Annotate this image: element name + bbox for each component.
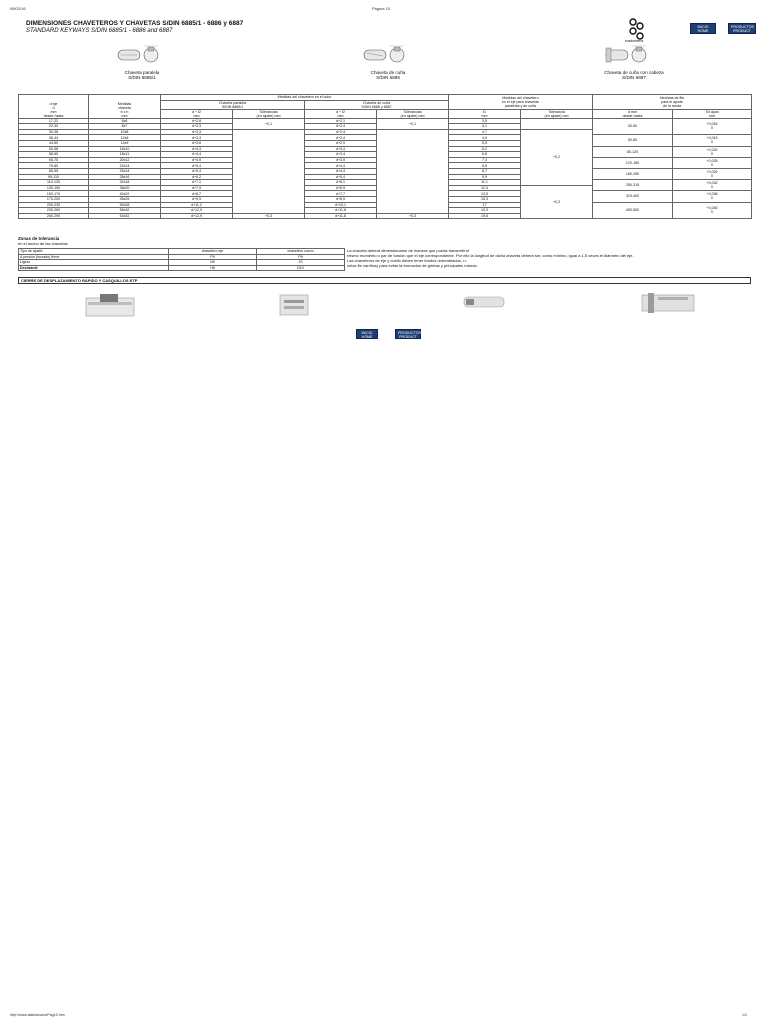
cell-shaft-range: 230-260 xyxy=(19,208,89,214)
cell-shaft-range: 58-65 xyxy=(19,152,89,158)
cell-shaft-range: 50-58 xyxy=(19,146,89,152)
cell-fit-range: 50-80 xyxy=(593,135,673,146)
gib-head-key-diagram-icon xyxy=(604,44,648,70)
cell-shaft-range: 110-130 xyxy=(19,180,89,186)
product-photo-3 xyxy=(462,292,506,317)
cell-key-size: 22x14 xyxy=(89,163,161,169)
cell-parallel-d-t2: d+4,4 xyxy=(161,152,233,158)
cell-wedge-d-t2: d+10,1 xyxy=(305,202,377,208)
diagram-caption-standard: S/DIN 6887 xyxy=(622,75,646,80)
tol-shaft-zone: P9 xyxy=(169,254,257,260)
diagram-caption-title: Chaveta paralela xyxy=(124,70,160,75)
cell-wedge-d-t2: d+2,4 xyxy=(305,124,377,130)
tol-fit-type: Deslizante xyxy=(19,265,169,271)
cell-shaft-range: 85-95 xyxy=(19,168,89,174)
cell-wedge-tol xyxy=(377,129,449,213)
cell-shaft-range: 150-170 xyxy=(19,191,89,197)
cell-t1: 6,2 xyxy=(449,146,521,152)
tol-fit-type: A presión (forzado) firme xyxy=(19,254,169,260)
cell-parallel-d-t2: d+12,9 xyxy=(161,213,233,219)
product-photo-4 xyxy=(640,290,696,321)
footer-page: 1/1 xyxy=(742,1013,747,1017)
print-page: Página 10 xyxy=(372,6,391,11)
diagram-caption-title: Chaveta de cuña con cabeza xyxy=(604,70,664,75)
sub-header-parallel: Chaveta paralela S/DIN 6885/1 xyxy=(161,100,305,109)
products-button[interactable]: PRODUCTOS PRODUCT xyxy=(728,23,756,34)
tolerance-zones-table xyxy=(18,248,345,271)
cell-parallel-d-t2: d+3,3 xyxy=(161,135,233,141)
tol-hub-zone: JS xyxy=(257,260,345,266)
cell-t1: 12,3 xyxy=(449,185,521,191)
diagram-caption-title: Chaveta de cuña xyxy=(370,70,406,75)
cell-parallel-d-t2: d+7,9 xyxy=(161,185,233,191)
product-photo-2 xyxy=(276,292,312,323)
footer-url[interactable]: http://www.alaitnavarra/Pag10.htm xyxy=(10,1013,65,1017)
col-header-tolerance: Tolerancias (en ajuste) mm xyxy=(233,109,305,118)
tolerance-zones-subtitle: en el ancho de las chavetas xyxy=(18,241,68,246)
cell-t1: 19,6 xyxy=(449,213,521,219)
cell-shaft-tol: +0,3 xyxy=(521,185,593,219)
print-date: 08/02/16 xyxy=(10,6,26,11)
wedge-key-diagram-icon xyxy=(362,44,406,70)
cell-parallel-d-t2: d+4,3 xyxy=(161,146,233,152)
cell-shaft-range: 44-50 xyxy=(19,140,89,146)
clamping-bushing-photo-icon xyxy=(276,292,312,318)
home-button[interactable]: INICIO HOME xyxy=(690,23,716,34)
cell-t1: 4,1 xyxy=(449,124,521,130)
tol-shaft-zone: N9 xyxy=(169,260,257,266)
cell-shaft-range: 22-30 xyxy=(19,124,89,130)
tolerance-zones-title: Zonas de tolerancia xyxy=(18,236,60,241)
cell-shaft-range: 200-230 xyxy=(19,202,89,208)
col-header-shaft-diameter: d eje d mm desde-hasta xyxy=(19,95,89,119)
bottom-products-button[interactable]: PRODUCTOS PRODUCT xyxy=(395,329,421,339)
cell-parallel-d-t2: d+5,4 xyxy=(161,163,233,169)
tol-hub-zone: D10 xyxy=(257,265,345,271)
group-header-shaft: Medidas del chavetero en el eje para chavetas paralelas y de cuña xyxy=(449,95,593,110)
cell-wedge-d-t2: d+8,9 xyxy=(305,196,377,202)
cell-wedge-d-t2: d+3,4 xyxy=(305,152,377,158)
cell-t1: 8,5 xyxy=(449,163,521,169)
cell-shaft-tol: +0,2 xyxy=(521,129,593,185)
col-header-d-t2: d + t2 mm xyxy=(305,109,377,118)
cell-wedge-d-t2: d+2,4 xyxy=(305,129,377,135)
cell-t1: 17 xyxy=(449,202,521,208)
cell-wedge-d-t2: d+5,4 xyxy=(305,174,377,180)
col-header-tolerance: Tolerancia (en ajuste) mm xyxy=(521,109,593,118)
cell-shaft-range: 95-110 xyxy=(19,174,89,180)
cell-wedge-d-t2: d+11,8 xyxy=(305,213,377,219)
col-header-fit-tolerance: Tol ajust mm xyxy=(673,109,752,118)
cell-shaft-range: 17-22 xyxy=(19,118,89,124)
cell-shaft-range: 130-150 xyxy=(19,185,89,191)
page-title: DIMENSIONES CHAVETEROS Y CHAVETAS S/DIN 6885/1 - 6886 y 6887 xyxy=(26,20,244,27)
cell-parallel-tol xyxy=(233,129,305,213)
cell-t1: 4,7 xyxy=(449,129,521,135)
cell-key-size: 18x11 xyxy=(89,152,161,158)
product-photo-1 xyxy=(84,292,136,323)
cell-parallel-d-t2: d+3,3 xyxy=(161,129,233,135)
cell-shaft-range: 38-44 xyxy=(19,135,89,141)
tol-shaft-zone: H8 xyxy=(169,265,257,271)
diagram-caption-standard: S/DIN 6885/1 xyxy=(128,75,156,80)
cell-parallel-tol: +0,3 xyxy=(233,213,305,219)
col-header-key-size: Medidas chaveta b x h mm xyxy=(89,95,161,119)
tol-fit-type: Ligero xyxy=(19,260,169,266)
cell-fit-tol: +0,032 0 xyxy=(673,180,752,191)
cell-key-size: 40x22 xyxy=(89,191,161,197)
cell-shaft-range: 75-85 xyxy=(19,163,89,169)
cell-wedge-d-t2: d+7,7 xyxy=(305,191,377,197)
cell-fit-range: 250-315 xyxy=(593,180,673,191)
cell-parallel-d-t2: d+2,8 xyxy=(161,118,233,124)
cell-key-size: 16x10 xyxy=(89,146,161,152)
cell-t1: 4,9 xyxy=(449,135,521,141)
cell-key-size: 10x8 xyxy=(89,129,161,135)
cell-parallel-tol: +0,1 xyxy=(233,118,305,129)
cell-t1: 5,5 xyxy=(449,140,521,146)
cell-wedge-d-t2: d+2,1 xyxy=(305,118,377,124)
cell-key-size: 12x8 xyxy=(89,135,161,141)
cell-parallel-d-t2: d+12,9 xyxy=(161,208,233,214)
cell-fit-tol: +0,019 0 xyxy=(673,135,752,146)
cell-key-size: 56x32 xyxy=(89,208,161,214)
col-header-d-t2: d + t2 mm xyxy=(161,109,233,118)
cell-key-size: 36x20 xyxy=(89,185,161,191)
cell-fit-range: 120-180 xyxy=(593,157,673,168)
cell-shaft-range: 170-200 xyxy=(19,196,89,202)
cell-fit-tol: +0,025 0 xyxy=(673,157,752,168)
tol-header: Tipo de ajuste xyxy=(19,249,169,255)
cell-t1: 6,8 xyxy=(449,152,521,158)
col-header-fit-range: d mm desde-hasta xyxy=(593,109,673,118)
table-row xyxy=(19,265,345,271)
cell-wedge-d-t2: d+4,4 xyxy=(305,168,377,174)
logo-text: euskortema xyxy=(625,39,644,43)
diagram-caption-1 xyxy=(102,70,182,80)
bottom-home-button[interactable]: INICIO HOME xyxy=(356,329,378,339)
cell-fit-tol: +0,022 0 xyxy=(673,146,752,157)
page-subtitle: STANDARD KEYWAYS S/DIN 6885/1 - 6886 and 6887 xyxy=(26,28,173,34)
tol-hub-zone: P9 xyxy=(257,254,345,260)
cell-wedge-d-t2: d+6,1 xyxy=(305,180,377,186)
cell-fit-range: 30-50 xyxy=(593,118,673,135)
cell-wedge-d-t2: d+11,8 xyxy=(305,208,377,214)
cell-fit-tol: +0,036 0 xyxy=(673,191,752,202)
cell-t1: 8,7 xyxy=(449,168,521,174)
cell-t1: 13,5 xyxy=(449,191,521,197)
locking-assembly-photo-icon xyxy=(640,290,696,316)
cell-wedge-d-t2: d+4,4 xyxy=(305,163,377,169)
tol-header: chavetero eje xyxy=(169,249,257,255)
cell-t1: 7,4 xyxy=(449,157,521,163)
cell-shaft-range: 30-38 xyxy=(19,129,89,135)
cell-t1: 19,3 xyxy=(449,208,521,214)
cell-key-size: 50x28 xyxy=(89,202,161,208)
cell-wedge-d-t2: d+6,9 xyxy=(305,185,377,191)
col-header-t1: t1 mm xyxy=(449,109,521,118)
cell-key-size: 28x16 xyxy=(89,174,161,180)
cell-key-size: 20x12 xyxy=(89,157,161,163)
cell-key-size: 14x9 xyxy=(89,140,161,146)
parallel-key-diagram-icon xyxy=(116,44,160,70)
group-header-hub: Medidas del chavetero en el cubo xyxy=(161,95,449,101)
cell-wedge-d-t2: d+2,4 xyxy=(305,135,377,141)
diagram-caption-2 xyxy=(348,70,428,80)
cell-shaft-range: 260-290 xyxy=(19,213,89,219)
cell-parallel-d-t2: d+3,8 xyxy=(161,140,233,146)
cell-parallel-d-t2: d+6,2 xyxy=(161,174,233,180)
cell-fit-range: 315-400 xyxy=(593,191,673,202)
diagram-caption-standard: S/DIN 6886 xyxy=(376,75,400,80)
cell-fit-tol: +0,040 0 xyxy=(673,202,752,219)
cell-fit-range: 180-250 xyxy=(593,168,673,179)
cell-wedge-d-t2: d+2,9 xyxy=(305,140,377,146)
cell-key-size: 8x7 xyxy=(89,124,161,130)
cell-fit-tol: +0,029 0 xyxy=(673,168,752,179)
cell-parallel-d-t2: d+9,9 xyxy=(161,196,233,202)
cell-parallel-d-t2: d+4,9 xyxy=(161,157,233,163)
cell-t1: 9,9 xyxy=(449,174,521,180)
group-header-fits: Medidas de fits para el ajuste de la rueda xyxy=(593,95,752,110)
cell-wedge-d-t2: d+3,9 xyxy=(305,157,377,163)
cell-parallel-d-t2: d+8,7 xyxy=(161,191,233,197)
cell-fit-tol: +0,016 0 xyxy=(673,118,752,135)
cell-key-size: 6x6 xyxy=(89,118,161,124)
tol-header: chavetero cuevo xyxy=(257,249,345,255)
cell-wedge-d-t2: d+3,4 xyxy=(305,146,377,152)
table-body xyxy=(19,118,752,219)
cell-key-size: 45x25 xyxy=(89,196,161,202)
cell-fit-range: 400-500 xyxy=(593,202,673,219)
shaft-coupling-photo-icon xyxy=(84,292,136,318)
cell-wedge-tol: +0,1 xyxy=(377,118,449,129)
cell-key-size: 25x14 xyxy=(89,168,161,174)
cell-t1: 11,1 xyxy=(449,180,521,186)
cell-t1: 3,5 xyxy=(449,118,521,124)
col-header-tolerance: Tolerancias (en ajuste) mm xyxy=(377,109,449,118)
cell-parallel-d-t2: d+3,3 xyxy=(161,124,233,130)
cell-shaft-range: 65-75 xyxy=(19,157,89,163)
cell-parallel-d-t2: d+5,4 xyxy=(161,168,233,174)
section-bar-quick-release: CIERRE DE DESPLAZAMIENTO RÁPIDO Y CASQUILLOS ETP xyxy=(18,277,751,284)
key-shaft-photo-icon xyxy=(462,292,506,312)
cell-parallel-d-t2: d+11,2 xyxy=(161,202,233,208)
cell-parallel-d-t2: d+7,1 xyxy=(161,180,233,186)
cell-key-size: 63x32 xyxy=(89,213,161,219)
cell-wedge-tol: +0,3 xyxy=(377,213,449,219)
tolerance-note: La chaveta deberá dimensionarse de manera que pueda transmitir el mismo momento o par de torsión que el eje correspondiente. Por ello la longitud de dicha chaveta deberá ser, como mínimo, igual a 1,5 veces el diámetro del eje. Las chaveteros de eje y cuello deben tener fondos redondeados, r= colos fte carrillos) para evitar la formación de grietas y principales roturas. xyxy=(347,248,634,268)
diagram-caption-3 xyxy=(588,70,680,80)
cell-fit-range: 80-120 xyxy=(593,146,673,157)
cell-key-size: 32x18 xyxy=(89,180,161,186)
cell-shaft-tol xyxy=(521,118,593,129)
keyway-dimensions-table xyxy=(18,94,752,219)
sub-header-wedge: Chaveta de cuña S/DIN 6886 y 6887 xyxy=(305,100,449,109)
cell-t1: 15,3 xyxy=(449,196,521,202)
